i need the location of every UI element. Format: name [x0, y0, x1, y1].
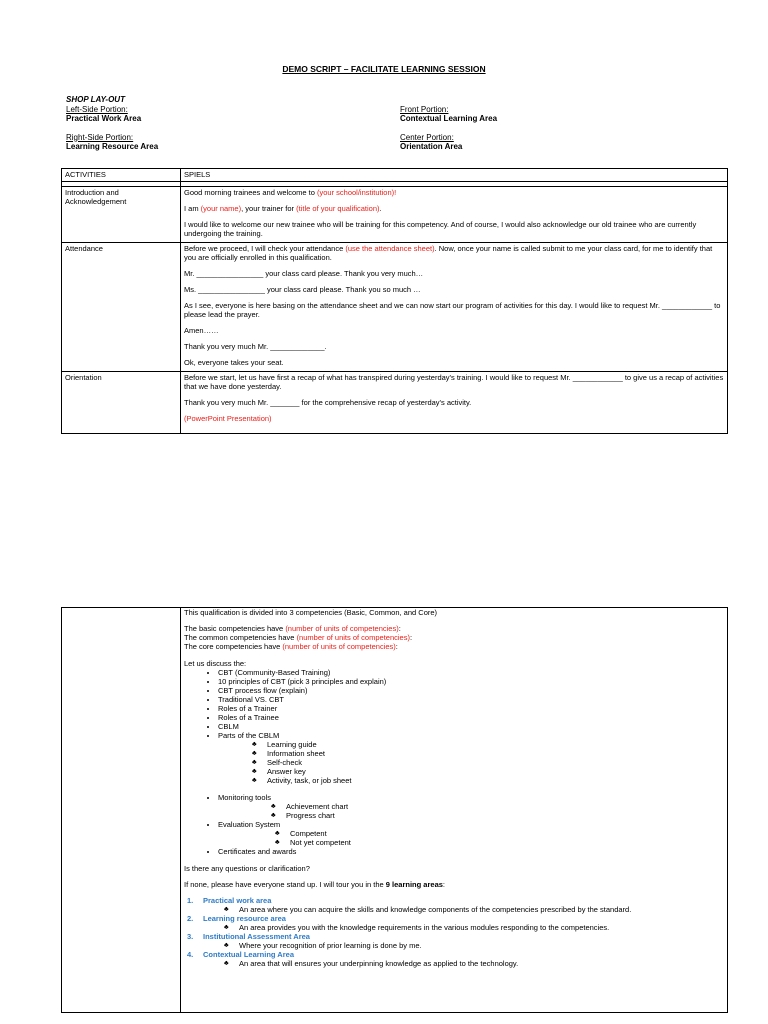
placeholder-text: (your school/institution)!: [317, 188, 397, 197]
list-item: [252, 758, 724, 767]
right-side-label: Right-Side Portion:: [66, 132, 134, 142]
spiel-text: Thank you very much Mr. _____________.: [184, 342, 327, 351]
list-item-text: Activity, task, or job sheet: [267, 776, 352, 785]
spiel-text: Is there any questions or clarification?: [184, 864, 310, 873]
center-portion-value: Orientation Area: [400, 142, 463, 151]
club-bullet-icon: ♣: [252, 777, 257, 784]
club-bullet-icon: ♣: [224, 960, 229, 967]
club-bullet-icon: ♣: [252, 759, 257, 766]
spiel-text: This qualification is divided into 3 competencies (Basic, Common, and Core): [184, 608, 438, 617]
area-desc-list: [203, 941, 724, 950]
list-item: [184, 896, 724, 914]
area-description: An area provides you with the knowledge requirements in the various modules responding to the competencies.: [239, 923, 610, 932]
activity-cell-empty: [62, 608, 181, 1013]
spiel-text-bold: 9 learning areas: [385, 880, 443, 889]
list-item-text: Competent: [290, 829, 327, 838]
list-item: • 10 principles of CBT (pick 3 principles and explain): [218, 677, 724, 686]
table-row: [62, 187, 728, 243]
spiel-text: . Now, once your name is called submit to me your class card, for me to identify that you are officially enrolled in this qualification.: [184, 244, 713, 262]
list-item: • Roles of a Trainee: [218, 713, 724, 722]
spiel-text: :: [398, 624, 401, 633]
placeholder-text: (title of your qualification): [296, 204, 380, 213]
area-name: Practical work area: [203, 896, 272, 905]
club-bullet-icon: ♣: [275, 839, 280, 846]
shop-layout-right: [400, 105, 497, 152]
activity-orientation: Orientation: [62, 372, 181, 434]
front-portion-label: Front Portion:: [400, 104, 449, 114]
list-item: [224, 941, 724, 950]
list-item-text: Evaluation System: [218, 820, 281, 829]
spiel-text: :: [442, 880, 446, 889]
orientation-continued-table: [61, 607, 728, 1013]
placeholder-text: (PowerPoint Presentation): [184, 414, 272, 423]
spiel-orientation: [181, 372, 728, 434]
header-activities: ACTIVITIES: [62, 169, 181, 182]
spiel-text: As I see, everyone is here basing on the attendance sheet and we can now start our program of activities for this day. I would like to request Mr. ____________ to please lead the prayer.: [184, 301, 721, 319]
area-name: Learning resource area: [203, 914, 286, 923]
shop-layout-heading: SHOP LAY-OUT: [66, 95, 125, 104]
monitoring-tools-list: [218, 802, 724, 820]
area-name: Contextual Learning Area: [203, 950, 294, 959]
spiel-text: :: [395, 642, 398, 651]
list-item: • Roles of a Trainer: [218, 704, 724, 713]
tools-list: [184, 793, 724, 856]
list-item: [252, 740, 724, 749]
learning-areas-list: [184, 896, 724, 968]
club-bullet-icon: ♣: [252, 768, 257, 775]
placeholder-text: (number of units of competencies): [285, 624, 399, 633]
area-description: An area that will ensures your underpinning knowledge as applied to the technology.: [239, 959, 519, 968]
spiel-introduction: [181, 187, 728, 243]
list-item-text: Learning guide: [267, 740, 317, 749]
list-item-text: Answer key: [267, 767, 306, 776]
spiel-text: .: [379, 204, 382, 213]
spiel-text: , your trainer for: [241, 204, 297, 213]
area-number: 2.: [187, 914, 194, 923]
list-item: [184, 950, 724, 968]
spiel-text: The basic competencies have: [184, 624, 286, 633]
activity-introduction: Introduction and Acknowledgement: [62, 187, 181, 243]
right-side-value: Learning Resource Area: [66, 142, 159, 151]
list-item: [218, 793, 724, 820]
evaluation-list: [218, 829, 724, 847]
list-item-text: Parts of the CBLM: [218, 731, 280, 740]
spiel-text: :: [409, 633, 413, 642]
spiel-text: Amen……: [184, 326, 219, 335]
list-item: [224, 959, 724, 968]
list-item: [224, 905, 724, 914]
spiel-text: I would like to welcome our new trainee who will be training for this competency. And of course, I would also acknowledge our old trainee who are currently undergoing the training.: [184, 220, 697, 238]
spiel-text: Let us discuss the:: [184, 659, 247, 668]
list-item-text: Achievement chart: [286, 802, 349, 811]
spiel-text: Before we start, let us have first a recap of what has transpired during yesterday's training. I would like to request Mr. ____________ to give us a recap of activities that we have done yesterday.: [184, 373, 724, 391]
area-desc-list: [203, 959, 724, 968]
list-item: [184, 914, 724, 932]
spiel-text: Mr. ________________ your class card please. Thank you very much…: [184, 269, 424, 278]
area-number: 4.: [187, 950, 194, 959]
list-item-text: Progress chart: [286, 811, 335, 820]
spiel-text: Good morning trainees and welcome to: [184, 188, 317, 197]
spiel-text: Ok, everyone takes your seat.: [184, 358, 284, 367]
list-item: [271, 802, 724, 811]
spiel-text: If none, please have everyone stand up. I will tour you in the: [184, 880, 386, 889]
list-item: [252, 776, 724, 785]
spiel-attendance: [181, 243, 728, 372]
area-desc-list: [203, 905, 724, 914]
document-title: DEMO SCRIPT – FACILITATE LEARNING SESSION: [282, 64, 486, 74]
club-bullet-icon: ♣: [271, 803, 276, 810]
club-bullet-icon: ♣: [271, 812, 276, 819]
placeholder-text: (number of units of competencies): [282, 642, 396, 651]
table-row: [62, 608, 728, 1013]
list-item: • CBLM: [218, 722, 724, 731]
list-item-text: Not yet competent: [290, 838, 351, 847]
list-item: [184, 932, 724, 950]
spiel-text: Thank you very much Mr. _______ for the comprehensive recap of yesterday's activity.: [184, 398, 472, 407]
area-description: Where your recognition of prior learning is done by me.: [239, 941, 422, 950]
list-item: [252, 749, 724, 758]
club-bullet-icon: ♣: [224, 906, 229, 913]
list-item: • CBT process flow (explain): [218, 686, 724, 695]
area-number: 3.: [187, 932, 194, 941]
spiel-text: The common competencies have: [184, 633, 297, 642]
placeholder-text: (your name): [200, 204, 242, 213]
activities-table: [61, 168, 728, 434]
list-item: [224, 923, 724, 932]
club-bullet-icon: ♣: [252, 750, 257, 757]
club-bullet-icon: ♣: [275, 830, 280, 837]
area-name: Institutional Assessment Area: [203, 932, 310, 941]
list-item: [275, 829, 724, 838]
area-desc-list: [203, 923, 724, 932]
list-item: [218, 820, 724, 847]
front-portion-value: Contextual Learning Area: [400, 114, 498, 123]
list-item: • CBT (Community-Based Training): [218, 668, 724, 677]
center-portion-label: Center Portion:: [400, 132, 454, 142]
shop-layout-left: [66, 95, 158, 152]
left-side-value: Practical Work Area: [66, 114, 142, 123]
spiel-text: Ms. ________________ your class card please. Thank you so much …: [184, 285, 421, 294]
placeholder-text: (use the attendance sheet): [345, 244, 435, 253]
area-description: An area where you can acquire the skills and knowledge components of the competencies prescribed by the standard.: [239, 905, 632, 914]
area-number: 1.: [187, 896, 194, 905]
spiel-text: Before we proceed, I will check your attendance: [184, 244, 346, 253]
topics-list: [184, 668, 724, 785]
list-item: [218, 731, 724, 785]
list-item-text: Information sheet: [267, 749, 325, 758]
header-spiels: SPIELS: [181, 169, 728, 182]
cblm-parts-list: [218, 740, 724, 785]
club-bullet-icon: ♣: [224, 924, 229, 931]
table-row: [62, 243, 728, 372]
club-bullet-icon: ♣: [224, 942, 229, 949]
list-item: [271, 811, 724, 820]
club-bullet-icon: ♣: [252, 741, 257, 748]
list-item-text: Self-check: [267, 758, 303, 767]
spiel-text: I am: [184, 204, 201, 213]
list-item: • Traditional VS. CBT: [218, 695, 724, 704]
spiel-text: The core competencies have: [184, 642, 283, 651]
activity-attendance: Attendance: [62, 243, 181, 372]
list-item: • Certificates and awards: [218, 847, 724, 856]
list-item-text: Monitoring tools: [218, 793, 271, 802]
left-side-label: Left-Side Portion:: [66, 104, 128, 114]
table-row: [62, 372, 728, 434]
placeholder-text: (number of units of competencies): [296, 633, 410, 642]
table-header-row: [62, 169, 728, 182]
spiel-orientation-continued: [181, 608, 728, 1013]
list-item: [252, 767, 724, 776]
list-item: [275, 838, 724, 847]
